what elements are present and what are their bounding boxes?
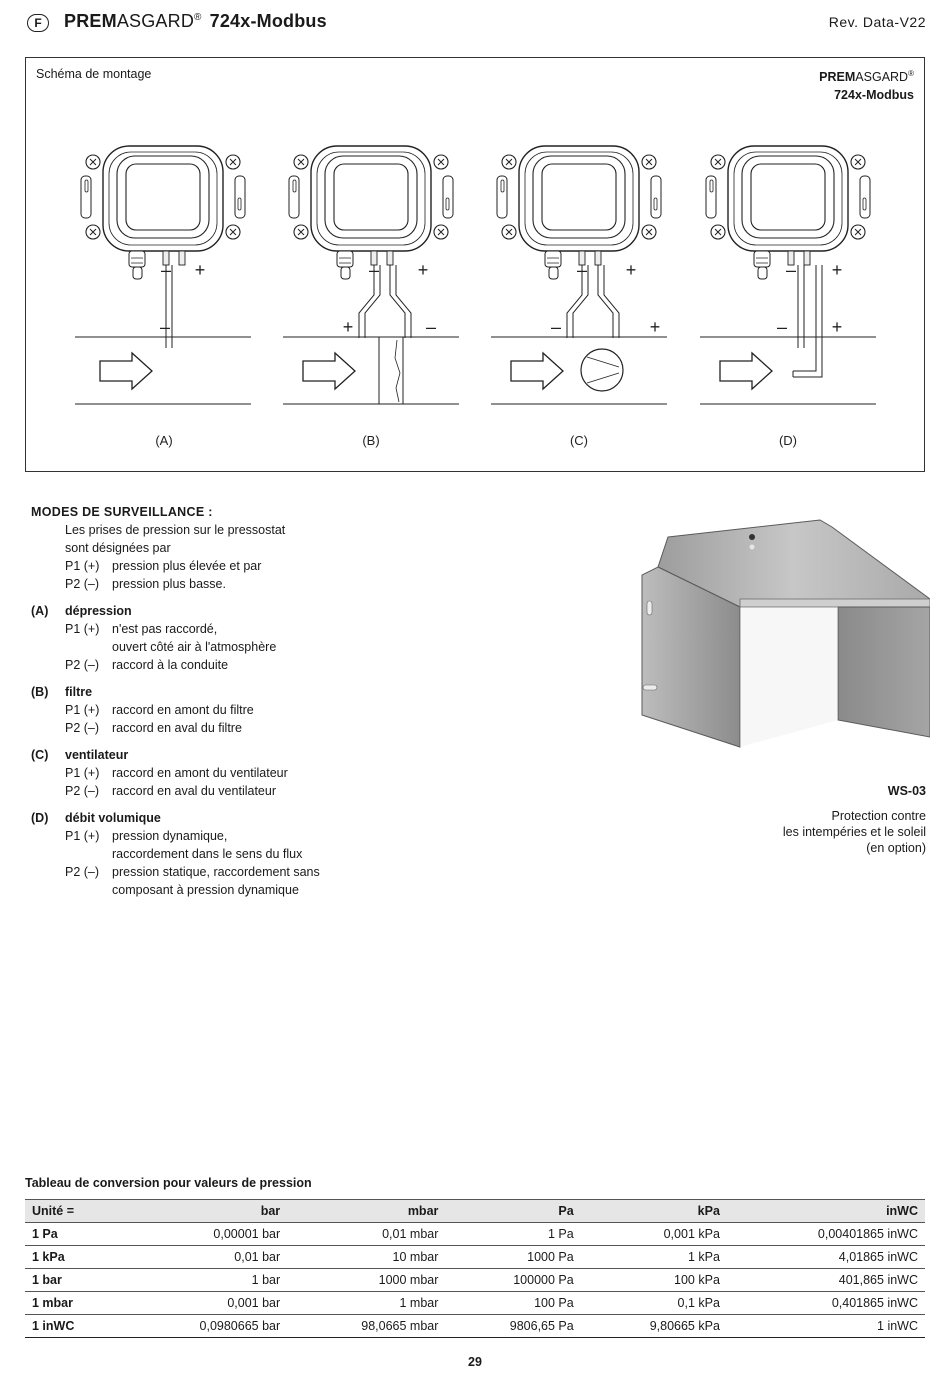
mode-title: filtre: [65, 685, 93, 699]
column-header: inWC: [727, 1200, 925, 1223]
mode-title: ventilateur: [65, 748, 129, 762]
registered-mark: ®: [194, 12, 202, 23]
page-number: 29: [468, 1355, 482, 1369]
shield-desc-line: (en option): [866, 841, 926, 855]
table-cell: 98,0665 mbar: [287, 1315, 445, 1338]
port-code: P1 (+): [65, 703, 100, 717]
table-cell: 0,001 kPa: [581, 1223, 727, 1246]
table-row: [25, 1269, 925, 1292]
mounting-ear: [497, 176, 507, 218]
diagram-mode-a: [75, 146, 251, 448]
table-row: [25, 1292, 925, 1315]
minus-sign: –: [425, 317, 437, 337]
plus-sign: +: [831, 260, 843, 280]
table-cell: 10 mbar: [287, 1246, 445, 1269]
port-description: composant à pression dynamique: [112, 883, 299, 897]
minus-sign: –: [368, 260, 380, 280]
table-cell: 0,401865 inWC: [727, 1292, 925, 1315]
table-cell: 0,00001 bar: [123, 1223, 287, 1246]
port-description: raccord à la conduite: [112, 658, 229, 672]
revision-label: Rev. Data-V22: [828, 14, 926, 30]
column-header: Pa: [445, 1200, 580, 1223]
table-cell: 4,01865 inWC: [727, 1246, 925, 1269]
port-description: pression plus basse.: [112, 577, 226, 591]
port-plus: [387, 251, 393, 265]
port-code: P2 (–): [65, 865, 100, 879]
cable-gland-nut: [133, 267, 142, 279]
port-description: raccord en amont du filtre: [112, 703, 254, 717]
table-cell: 1 inWC: [25, 1315, 123, 1338]
mode-tag: (B): [31, 685, 49, 699]
column-header: bar: [123, 1200, 287, 1223]
weather-shield-illustration: [630, 515, 930, 755]
minus-sign: –: [785, 260, 797, 280]
mounting-ear: [443, 176, 453, 218]
minus-sign: –: [776, 317, 788, 337]
diagram-drawing: [26, 58, 926, 473]
table-row: [25, 1315, 925, 1338]
diagram-model: 724x-Modbus: [834, 88, 914, 103]
airflow-arrow-icon: [511, 353, 563, 389]
table-cell: 0,1 kPa: [581, 1292, 727, 1315]
table-cell: 100 kPa: [581, 1269, 727, 1292]
plus-sign: +: [625, 260, 637, 280]
table-cell: 1 mbar: [287, 1292, 445, 1315]
monitoring-modes: [31, 503, 320, 899]
diagram-mode-b: [283, 146, 459, 448]
static-pressure-tube: [798, 265, 804, 348]
mounting-hole: [750, 545, 755, 550]
cable-gland: [129, 251, 145, 267]
table-row: [25, 1223, 925, 1246]
shield-right-wall: [838, 607, 930, 737]
sensor-window: [126, 164, 200, 230]
mode-label: (B): [362, 433, 380, 448]
table-cell: 0,00401865 inWC: [727, 1223, 925, 1246]
mounting-ear: [81, 176, 91, 218]
table-cell: 9806,65 Pa: [445, 1315, 580, 1338]
port-description: pression dynamique,: [112, 829, 228, 843]
document-title: [64, 11, 327, 32]
port-code: P1 (+): [65, 766, 100, 780]
plus-sign: +: [342, 317, 354, 337]
port-description: raccordement dans le sens du flux: [112, 847, 303, 861]
port-code: P2 (–): [65, 784, 100, 798]
intro-line: sont désignées par: [65, 541, 171, 555]
table-cell: 0,001 bar: [123, 1292, 287, 1315]
port-plus: [595, 251, 601, 265]
pressure-tube-plus: [390, 265, 411, 338]
shield-description: [783, 808, 926, 856]
shield-desc-line: les intempéries et le soleil: [782, 825, 926, 839]
cable-gland: [545, 251, 561, 267]
minus-sign: –: [160, 260, 172, 280]
port-code: P1 (+): [65, 622, 100, 636]
minus-sign: –: [576, 260, 588, 280]
table-cell: 1000 mbar: [287, 1269, 445, 1292]
port-description: pression statique, raccordement sans: [112, 865, 320, 879]
diagram-mode-c: [491, 146, 667, 448]
mode-title: débit volumique: [65, 811, 161, 825]
table-cell: 1 Pa: [25, 1223, 123, 1246]
sensor-window: [542, 164, 616, 230]
table-row: [25, 1246, 925, 1269]
table-cell: 1 kPa: [581, 1246, 727, 1269]
airflow-arrow-icon: [303, 353, 355, 389]
conversion-table: [25, 1199, 925, 1338]
diagram-caption: Schéma de montage: [36, 67, 152, 81]
minus-sign: –: [550, 317, 562, 337]
mode-tag: (D): [31, 811, 49, 825]
port-description: raccord en aval du filtre: [112, 721, 242, 735]
airflow-arrow-icon: [100, 353, 152, 389]
table-cell: 401,865 inWC: [727, 1269, 925, 1292]
cable-gland: [337, 251, 353, 267]
port-code: P2 (–): [65, 577, 100, 591]
mode-label: (D): [778, 433, 798, 448]
mounting-ear: [235, 176, 245, 218]
table-cell: 0,01 mbar: [287, 1223, 445, 1246]
mode-label: (C): [569, 433, 589, 448]
mounting-ear: [289, 176, 299, 218]
column-header: kPa: [581, 1200, 727, 1223]
mode-title: dépression: [65, 604, 132, 618]
port-description: pression plus élevée et par: [112, 559, 262, 573]
cable-gland-nut: [341, 267, 350, 279]
mounting-diagram: [25, 57, 925, 472]
table-cell: 9,80665 kPa: [581, 1315, 727, 1338]
table-title: Tableau de conversion pour valeurs de pression: [25, 1176, 312, 1190]
model-name: 724x-Modbus: [209, 11, 327, 31]
column-header: mbar: [287, 1200, 445, 1223]
table-cell: 1 kPa: [25, 1246, 123, 1269]
pitot-tube: [793, 265, 822, 377]
shield-front-edge: [740, 599, 930, 607]
shield-inner-shadow: [740, 607, 838, 747]
port-description: raccord en amont du ventilateur: [112, 766, 288, 780]
port-code: P1 (+): [65, 829, 100, 843]
table-cell: 1000 Pa: [445, 1246, 580, 1269]
mode-tag: (A): [31, 604, 49, 618]
shield-model-name: WS-03: [887, 784, 926, 798]
table-cell: 1 mbar: [25, 1292, 123, 1315]
diagram-brand-light: ASGARD: [855, 70, 909, 85]
port-plus: [179, 251, 185, 265]
port-description: n'est pas raccordé,: [112, 622, 218, 636]
table-cell: 100 Pa: [445, 1292, 580, 1315]
fan-icon: [581, 349, 623, 391]
brand-light: ASGARD: [116, 11, 195, 31]
cable-gland: [754, 251, 770, 267]
brand-bold: PREM: [64, 11, 117, 31]
port-plus: [804, 251, 810, 265]
port-code: P2 (–): [65, 658, 100, 672]
mode-label: (A): [155, 433, 173, 448]
column-header: Unité =: [25, 1200, 123, 1223]
shield-desc-line: Protection contre: [831, 809, 926, 823]
table-cell: 1 inWC: [727, 1315, 925, 1338]
mounting-ear: [651, 176, 661, 218]
sensor-window: [751, 164, 825, 230]
table-cell: 1 Pa: [445, 1223, 580, 1246]
mode-tag: (C): [31, 748, 49, 762]
mounting-ear: [706, 176, 716, 218]
table-cell: 1 bar: [123, 1269, 287, 1292]
diagram-registered-mark: ®: [908, 69, 914, 78]
table-cell: 0,0980665 bar: [123, 1315, 287, 1338]
plus-sign: +: [417, 260, 429, 280]
port-description: ouvert côté air à l'atmosphère: [112, 640, 277, 654]
plus-sign: +: [194, 260, 206, 280]
table-cell: 100000 Pa: [445, 1269, 580, 1292]
plus-sign: +: [831, 317, 843, 337]
mounting-slot: [643, 685, 657, 690]
sensor-window: [334, 164, 408, 230]
diagram-brand-bold: PREM: [819, 70, 856, 85]
table-cell: 1 bar: [25, 1269, 123, 1292]
cable-gland-nut: [549, 267, 558, 279]
cable-gland-nut: [758, 267, 767, 279]
port-code: P2 (–): [65, 721, 100, 735]
intro-line: Les prises de pression sur le pressostat: [65, 523, 286, 537]
port-description: raccord en aval du ventilateur: [112, 784, 276, 798]
table-cell: 0,01 bar: [123, 1246, 287, 1269]
port-code: P1 (+): [65, 559, 100, 573]
language-badge: F: [27, 14, 49, 32]
plus-sign: +: [649, 317, 661, 337]
airflow-arrow-icon: [720, 353, 772, 389]
mounting-hole: [749, 534, 755, 540]
mounting-slot: [647, 601, 652, 615]
table-header-row: [25, 1200, 925, 1223]
mounting-ear: [860, 176, 870, 218]
minus-sign: –: [159, 317, 171, 337]
diagram-mode-d: [700, 146, 876, 448]
pressure-tube-plus: [598, 265, 619, 338]
modes-heading: MODES DE SURVEILLANCE :: [31, 505, 213, 519]
